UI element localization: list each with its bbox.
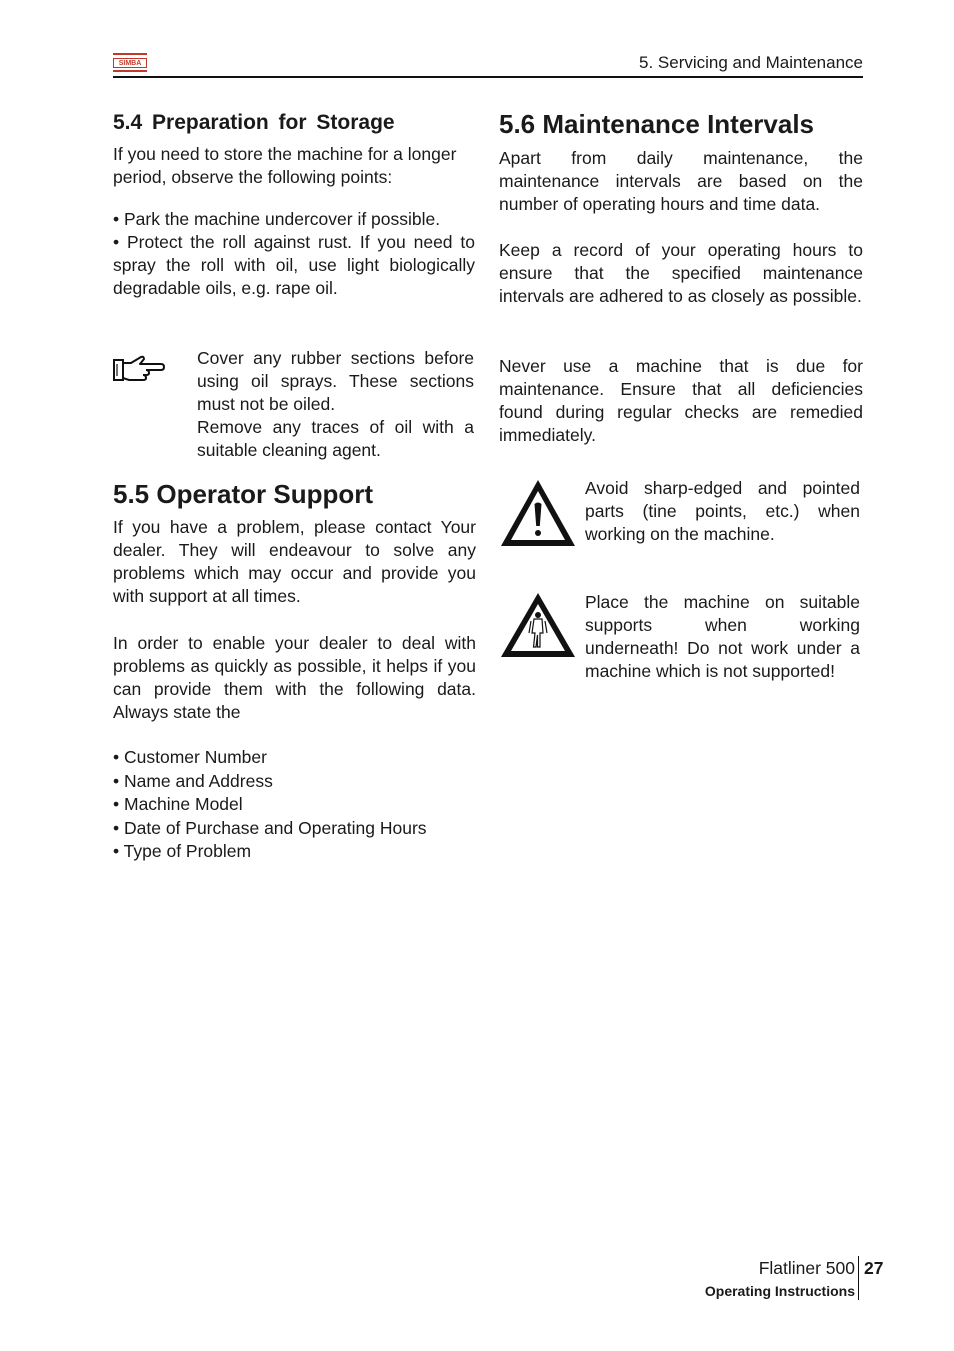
- page-number: 27: [864, 1258, 884, 1278]
- logo-text: SIMBA: [113, 58, 147, 68]
- storage-note-2: Remove any traces of oil with a suitable cleaning agent.: [197, 417, 474, 460]
- warning-exclamation-icon: [499, 478, 577, 548]
- list-item: • Date of Purchase and Operating Hours: [113, 817, 427, 838]
- heading-operator-support: 5.5 Operator Support: [113, 479, 374, 509]
- footer-divider: [858, 1256, 859, 1300]
- storage-bullet-2: • Protect the roll against rust. If you need to spray the roll with oil, use light biologically degradable oils, e.g. rape oil.: [113, 232, 475, 298]
- warning-sharp-parts: Avoid sharp-edged and pointed parts (tine points, etc.) when working on the machine.: [585, 478, 860, 544]
- list-item: • Customer Number: [113, 747, 267, 767]
- storage-note: Cover any rubber sections before using oil sprays. These sections must not be oiled.: [197, 348, 474, 414]
- header-section-title: 5. Servicing and Maintenance: [639, 53, 863, 72]
- footer-product-name: Flatliner 500: [758, 1258, 855, 1278]
- footer-subtitle: Operating Instructions: [704, 1283, 855, 1299]
- list-item: • Machine Model: [113, 794, 243, 814]
- support-data-list: [113, 746, 476, 864]
- intervals-para-2: Keep a record of your operating hours to ensure that the specified maintenance intervals are adhered to as closely as possible.: [499, 240, 863, 306]
- intervals-para-3: Never use a machine that is due for maintenance. Ensure that all deficiencies found during regular checks are remedied immediately.: [499, 356, 863, 445]
- support-para-1: If you have a problem, please contact Your dealer. They will endeavour to solve any problems which may occur and provide you with support at all times.: [113, 517, 476, 606]
- list-item: • Name and Address: [113, 770, 273, 791]
- storage-intro: If you need to store the machine for a longer period, observe the following points:: [113, 144, 457, 187]
- support-para-2: In order to enable your dealer to deal with problems as quickly as possible, it helps if you can provide them with the following data. Always state the: [113, 633, 476, 722]
- warning-person-icon: [499, 591, 577, 659]
- intervals-para-1: Apart from daily maintenance, the maintenance intervals are based on the number of operating hours and time data.: [499, 148, 863, 214]
- heading-maintenance-intervals: 5.6 Maintenance Intervals: [499, 109, 815, 139]
- warning-supports: Place the machine on suitable supports when working underneath! Do not work under a machine which is not supported!: [585, 592, 860, 681]
- list-item: • Type of Problem: [113, 841, 252, 861]
- heading-preparation-for-storage: 5.4 Preparation for Storage: [113, 111, 395, 134]
- simba-logo: [113, 53, 147, 73]
- pointing-hand-icon: [113, 354, 165, 384]
- storage-bullet-1: • Park the machine undercover if possible.: [113, 209, 441, 229]
- header-divider: [113, 76, 863, 78]
